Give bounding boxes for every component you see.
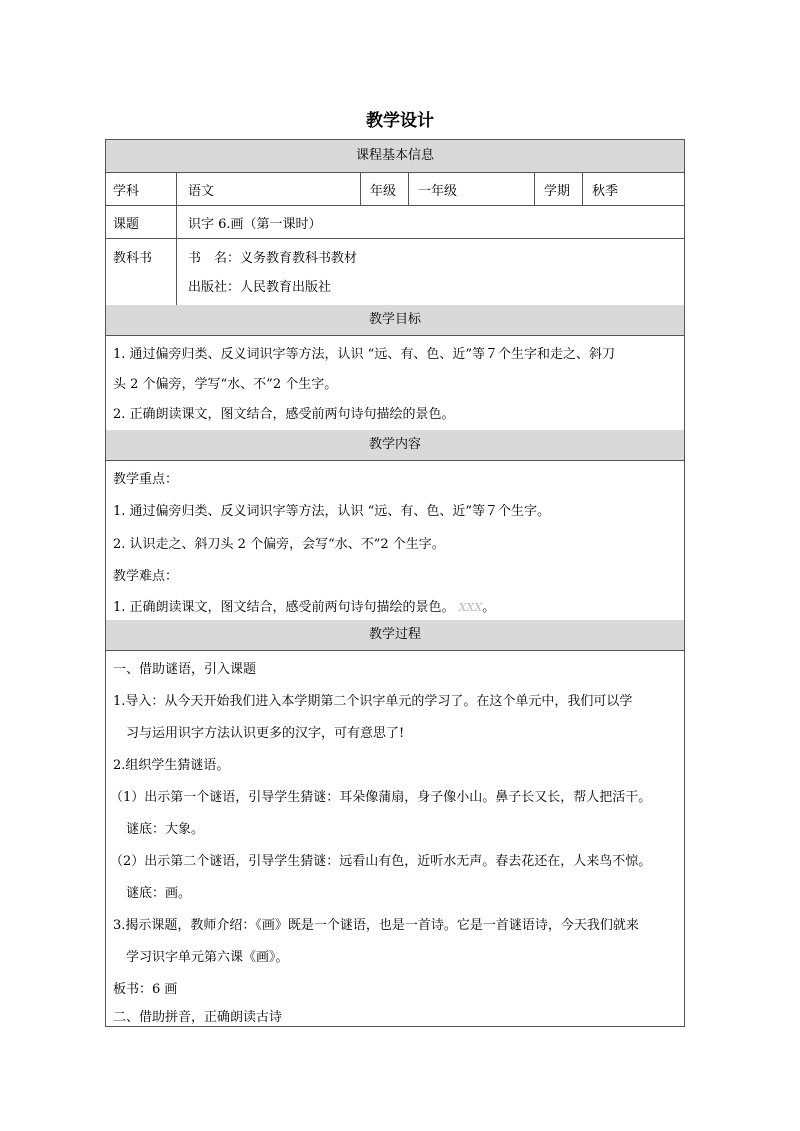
lesson-plan-table: [105, 139, 685, 1027]
process-line: 3.揭示课题，教师介绍：《画》既是一个谜语，也是一首诗。它是一首谜语诗，今天我们就来: [113, 918, 639, 933]
textbook-publisher: 出版社：人民教育出版社: [188, 280, 332, 295]
textbook-name: 书 名：义务教育教科书教材: [188, 251, 358, 266]
content-line-text: 1. 正确朗读课文，图文结合，感受前两句诗句描绘的景色。: [113, 600, 455, 615]
textbook-label: 教科书: [113, 251, 153, 266]
term-value: 秋季: [592, 184, 619, 199]
topic-label: 课题: [113, 217, 140, 232]
content-line: [113, 596, 495, 615]
subject-label: 学科: [113, 184, 140, 199]
process-line: 板书：6 画: [113, 982, 178, 997]
page-title: 教学设计: [366, 111, 434, 131]
faint-tail: 。: [482, 600, 496, 615]
process-line: 一、借助谜语，引入课题: [113, 662, 257, 677]
process-line: 二、借助拼音，正确朗读古诗: [113, 1010, 283, 1025]
difficulty-label: 教学难点：: [113, 569, 179, 584]
objective-line: 头 2 个偏旁，学写“水、不”2 个生字。: [113, 377, 338, 392]
term-label: 学期: [544, 184, 571, 199]
faint-mark: XXX: [458, 601, 483, 614]
process-line: 谜底：大象。: [126, 822, 205, 837]
topic-value: 识字 6.画（第一课时）: [188, 217, 322, 232]
key-points-label: 教学重点：: [113, 472, 179, 487]
objective-line: 1. 通过偏旁归类、反义词识字等方法，认识 “远、有、色、近”等７个生字和走之、斜刀: [113, 347, 615, 362]
objective-line: 2. 正确朗读课文，图文结合，感受前两句诗句描绘的景色。: [113, 407, 455, 422]
basic-info-header: 课程基本信息: [106, 140, 684, 172]
process-line: 1.导入：从今天开始我们进入本学期第二个识字单元的学习了。在这个单元中，我们可以学: [113, 694, 633, 709]
process-line: （2）出示第二个谜语，引导学生猜谜：远看山有色，近听水无声。春去花还在，人来鸟不惊。: [110, 854, 652, 869]
subject-value: 语文: [188, 184, 215, 199]
content-line: 1. 通过偏旁归类、反义词识字等方法，认识 “远、有、色、近”等７个生字。: [113, 504, 550, 519]
process-line: 谜底：画。: [126, 886, 192, 901]
content-line: 2. 认识走之、斜刀头 2 个偏旁，会写“水、不”2 个生字。: [113, 537, 445, 552]
process-header: 教学过程: [106, 620, 684, 650]
process-line: 2.组织学生猜谜语。: [113, 758, 230, 773]
grade-value: 一年级: [418, 184, 458, 199]
process-line: 习与运用识字方法认识更多的汉字，可有意思了!: [126, 726, 405, 741]
process-line: （1）出示第一个谜语，引导学生猜谜：耳朵像蒲扇，身子像小山。鼻子长又长，帮人把活干。: [110, 790, 652, 805]
process-line: 学习识字单元第六课《画》。: [126, 950, 289, 965]
content-header: 教学内容: [106, 430, 684, 460]
objectives-header: 教学目标: [106, 305, 684, 335]
grade-label: 年级: [370, 184, 397, 199]
